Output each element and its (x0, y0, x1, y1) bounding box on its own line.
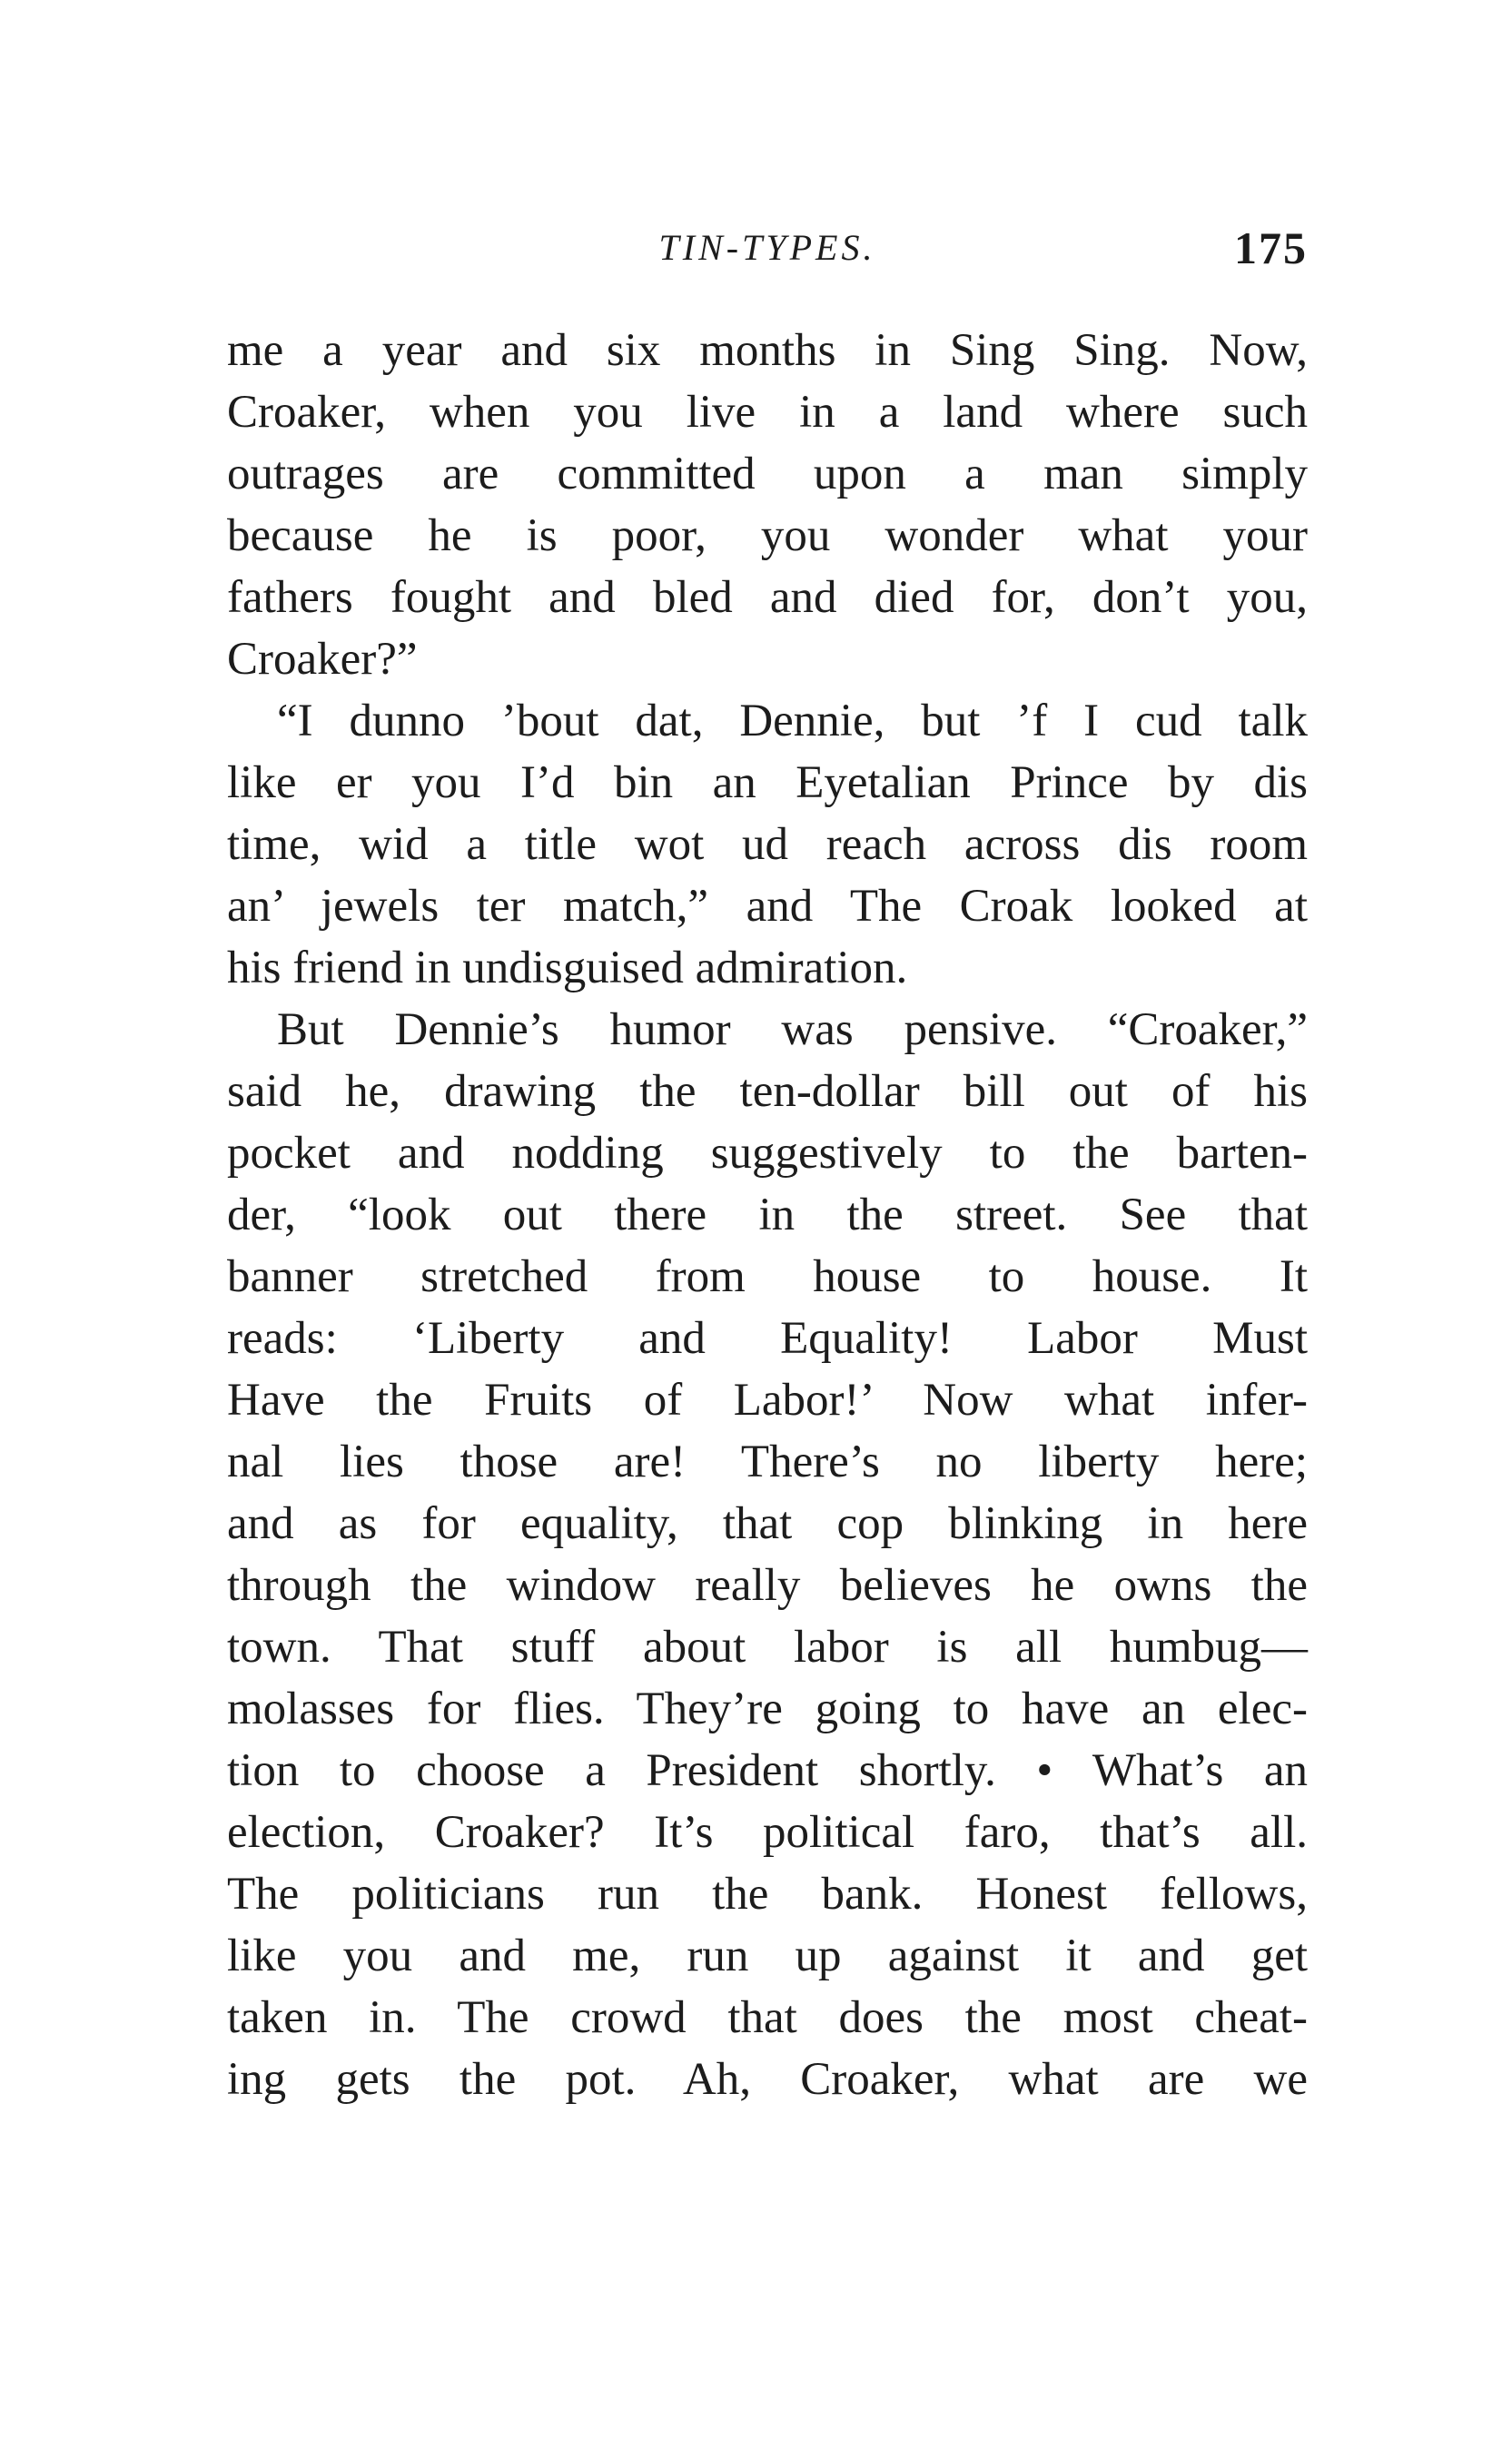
text-line: time, wid a title wot ud reach across dis room (227, 819, 1308, 870)
text-line: Have the Fruits of Labor!’ Now what infer- (227, 1375, 1308, 1426)
text-line: tion to choose a President shortly. • What’s an (227, 1745, 1308, 1796)
page-number: 175 (1234, 222, 1308, 273)
text-line: me a year and six months in Sing Sing. Now, (227, 325, 1308, 376)
body-text (227, 320, 1308, 2110)
running-title: TIN-TYPES. (658, 227, 876, 268)
text-line: der, “look out there in the street. See that (227, 1190, 1308, 1240)
text-line: ing gets the pot. Ah, Croaker, what are we (227, 2054, 1308, 2105)
text-line: nal lies those are! There’s no liberty here; (227, 1437, 1308, 1487)
text-line: fathers fought and bled and died for, don’t you, (227, 572, 1308, 623)
text-line: an’ jewels ter match,” and The Croak looked at (227, 881, 1308, 932)
text-line: “I dunno ’bout dat, Dennie, but ’f I cud talk (277, 696, 1308, 746)
text-line: molasses for flies. They’re going to have an elec- (227, 1684, 1308, 1734)
text-line: pocket and nodding suggestively to the barten- (227, 1128, 1308, 1179)
text-line: town. That stuff about labor is all humbug— (227, 1622, 1308, 1673)
text-line: said he, drawing the ten-dollar bill out of his (227, 1066, 1308, 1117)
text-line: like er you I’d bin an Eyetalian Prince by dis (227, 757, 1308, 808)
text-line: Croaker, when you live in a land where such (227, 387, 1308, 438)
text-line: like you and me, run up against it and get (227, 1931, 1308, 1981)
text-line: outrages are committed upon a man simply (227, 449, 1308, 499)
text-line: and as for equality, that cop blinking in here (227, 1498, 1308, 1549)
text-line: reads: ‘Liberty and Equality! Labor Must (227, 1313, 1308, 1364)
text-line: But Dennie’s humor was pensive. “Croaker,” (277, 1004, 1308, 1055)
text-line: because he is poor, you wonder what your (227, 510, 1308, 561)
text-line: Croaker?” (227, 634, 418, 685)
text-line: through the window really believes he owns the (227, 1560, 1308, 1611)
text-line: The politicians run the bank. Honest fellows, (227, 1869, 1308, 1920)
text-line: taken in. The crowd that does the most cheat- (227, 1992, 1308, 2043)
text-line: his friend in undisguised admiration. (227, 943, 908, 993)
text-line: banner stretched from house to house. It (227, 1251, 1308, 1302)
running-head (227, 216, 1308, 280)
text-line: election, Croaker? It’s political faro, that’s all. (227, 1807, 1308, 1858)
